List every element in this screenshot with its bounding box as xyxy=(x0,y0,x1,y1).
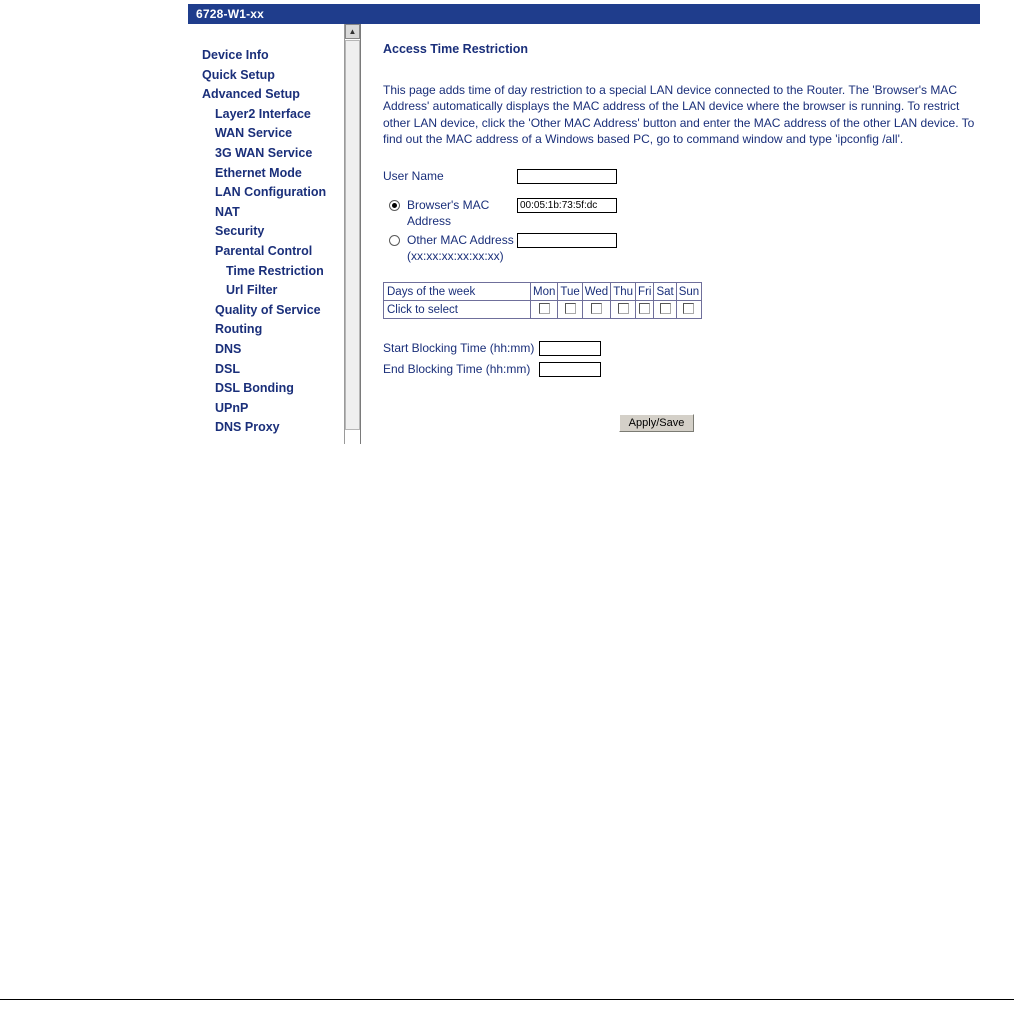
day-checkbox-fri[interactable] xyxy=(639,303,650,314)
other-mac-label-wrap xyxy=(407,233,514,264)
sidebar-item-quick-setup[interactable]: Quick Setup xyxy=(202,67,275,82)
end-time-row xyxy=(383,362,980,378)
sidebar-item-upnp[interactable]: UPnP xyxy=(215,400,249,415)
main-content xyxy=(361,24,980,444)
day-cell-wed[interactable] xyxy=(582,301,610,319)
page-description: This page adds time of day restriction to a special LAN device connected to the Router. The 'Browser's MAC Address' automatically displays the MAC address of the LAN device where the browser is running. To restrict other LAN device, click the 'Other MAC Address' button and enter the MAC address of the other LAN device. To find out the MAC address of a Windows based PC, go to command window and type 'ipconfig /all'. xyxy=(383,83,975,146)
day-header-wed: Wed xyxy=(582,283,610,301)
day-cell-mon[interactable] xyxy=(531,301,558,319)
other-mac-label-block xyxy=(383,233,517,264)
sidebar-item-lan-configuration[interactable]: LAN Configuration xyxy=(215,185,327,200)
sidebar-item-dsl[interactable]: DSL xyxy=(215,361,240,376)
day-header-mon: Mon xyxy=(531,283,558,301)
page-title: Access Time Restriction xyxy=(383,42,528,56)
user-name-row xyxy=(383,169,980,184)
browser-mac-input[interactable] xyxy=(517,198,617,213)
day-checkbox-wed[interactable] xyxy=(591,303,602,314)
sidebar-item-ethernet-mode[interactable]: Ethernet Mode xyxy=(215,165,302,180)
sidebar-item-3g-wan-service[interactable]: 3G WAN Service xyxy=(215,145,313,160)
sidebar-item-parental-control[interactable]: Parental Control xyxy=(215,243,313,258)
days-table-body xyxy=(384,283,702,319)
days-header-row xyxy=(384,283,702,301)
user-name-label: User Name xyxy=(383,169,444,184)
day-header-thu: Thu xyxy=(611,283,636,301)
sidebar-item-security[interactable]: Security xyxy=(215,224,265,239)
sidebar-item-nat[interactable]: NAT xyxy=(215,204,240,219)
end-time-input[interactable] xyxy=(539,362,601,377)
day-checkbox-thu[interactable] xyxy=(618,303,629,314)
other-mac-row xyxy=(383,233,980,264)
start-time-label: Start Blocking Time (hh:mm) xyxy=(383,341,535,356)
other-mac-input[interactable] xyxy=(517,233,617,248)
scrollbar-thumb[interactable] xyxy=(345,40,360,430)
sidebar-item-device-info[interactable]: Device Info xyxy=(202,48,269,62)
start-time-input[interactable] xyxy=(539,341,601,356)
window-title-bar xyxy=(188,4,980,24)
sidebar-navigation xyxy=(188,24,361,444)
day-checkbox-tue[interactable] xyxy=(565,303,576,314)
browser-mac-radio[interactable] xyxy=(389,200,400,211)
day-checkbox-sat[interactable] xyxy=(660,303,671,314)
sidebar-item-dns-proxy[interactable]: DNS Proxy xyxy=(215,420,280,435)
blocking-time-block xyxy=(383,341,980,377)
day-cell-thu[interactable] xyxy=(611,301,636,319)
day-checkbox-mon[interactable] xyxy=(539,303,550,314)
browser-mac-label-block xyxy=(383,198,517,229)
apply-save-button[interactable]: Apply/Save xyxy=(619,414,694,432)
sidebar-item-layer2-interface[interactable]: Layer2 Interface xyxy=(215,106,311,121)
scroll-up-arrow-icon[interactable]: ▲ xyxy=(345,24,360,39)
window-title: 6728-W1-xx xyxy=(196,7,265,21)
router-admin-window xyxy=(188,4,980,444)
day-header-sat: Sat xyxy=(654,283,676,301)
start-time-row xyxy=(383,341,980,357)
sidebar-item-dns[interactable]: DNS xyxy=(215,341,242,356)
other-mac-hint: (xx:xx:xx:xx:xx:xx) xyxy=(407,248,504,263)
sidebar-item-wan-service[interactable]: WAN Service xyxy=(215,126,293,141)
days-checkbox-row xyxy=(384,301,702,319)
other-mac-radio[interactable] xyxy=(389,235,400,246)
click-to-select-label: Click to select xyxy=(384,301,531,319)
day-cell-tue[interactable] xyxy=(558,301,582,319)
sidebar-list xyxy=(188,24,360,438)
end-time-label: End Blocking Time (hh:mm) xyxy=(383,361,531,376)
day-header-sun: Sun xyxy=(676,283,701,301)
sidebar-item-dsl-bonding[interactable]: DSL Bonding xyxy=(215,381,294,396)
day-header-fri: Fri xyxy=(636,283,654,301)
page-bottom-rule xyxy=(0,999,1014,1000)
other-mac-label: Other MAC Address xyxy=(407,233,514,248)
day-cell-sat[interactable] xyxy=(654,301,676,319)
browser-mac-label: Browser's MAC Address xyxy=(407,198,490,228)
window-body xyxy=(188,24,980,444)
day-cell-fri[interactable] xyxy=(636,301,654,319)
sidebar-item-routing[interactable]: Routing xyxy=(215,322,263,337)
browser-mac-row xyxy=(383,198,980,229)
day-checkbox-sun[interactable] xyxy=(683,303,694,314)
day-cell-sun[interactable] xyxy=(676,301,701,319)
days-row-header: Days of the week xyxy=(384,283,531,301)
sidebar-scrollbar[interactable] xyxy=(344,24,360,444)
day-header-tue: Tue xyxy=(558,283,582,301)
days-of-week-table xyxy=(383,282,702,319)
user-name-input[interactable] xyxy=(517,169,617,184)
sidebar-item-time-restriction[interactable]: Time Restriction xyxy=(226,263,324,278)
sidebar-item-advanced-setup[interactable]: Advanced Setup xyxy=(202,87,300,102)
sidebar-item-quality-of-service[interactable]: Quality of Service xyxy=(215,302,321,317)
sidebar-item-url-filter[interactable]: Url Filter xyxy=(226,283,278,298)
